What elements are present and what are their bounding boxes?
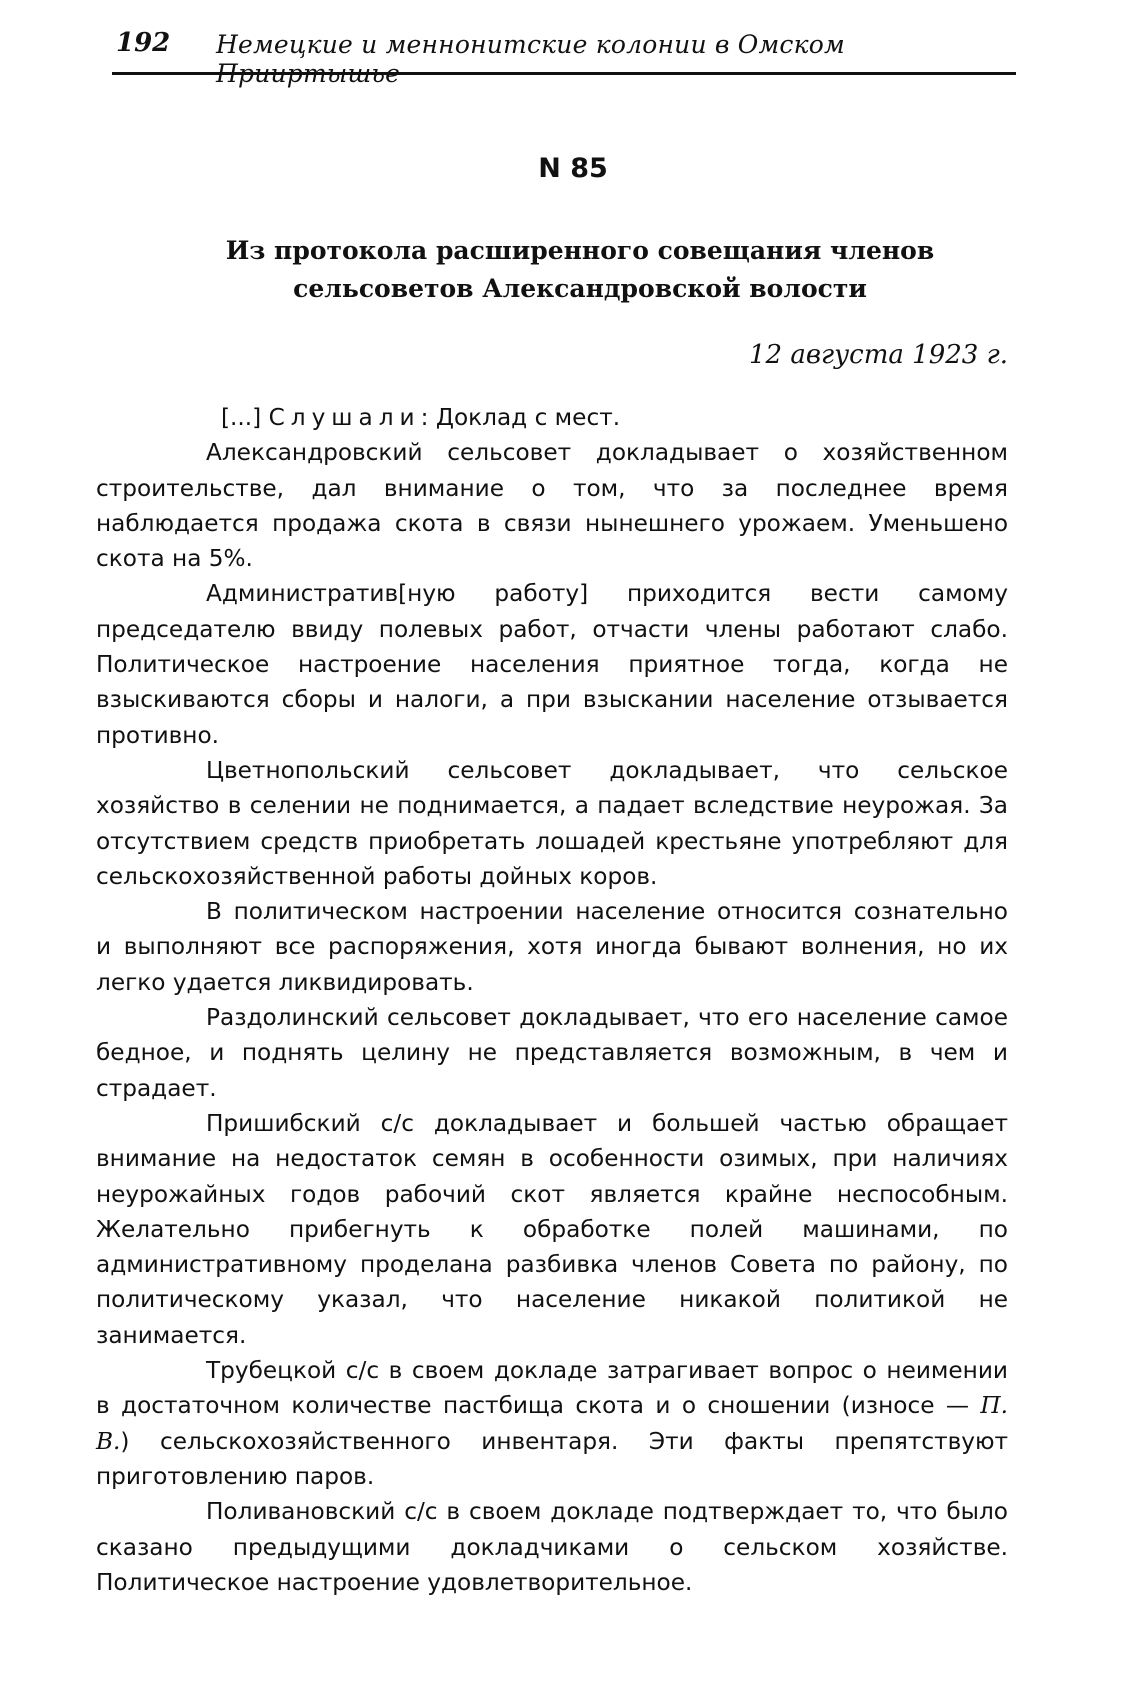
heard-label: Слушали [268,404,421,431]
document-date: 12 августа 1923 г. [748,340,1008,370]
running-header [112,22,1016,88]
title-line-2: сельсоветов Александровской волости [293,274,867,303]
paragraph-prishibsky: Пришибский с/с докладывает и большей частью обращает внимание на недостаток семян в особенности озимых, при наличиях неурожайных годов рабочий скот является крайне неспособным. Желательно прибегнуть к обработке полей машинами, по административному проделана разбивка членов Совета по району, по политическому указал, что население никакой политикой не занимается. [96,1109,1008,1349]
trubetskoy-text-a: Трубецкой с/с в своем докладе затрагивает вопрос о неимении в достаточном количестве пастбища скота и о сношении (износе — [96,1357,1008,1420]
paragraph-political-mood: В политическом настроении население относится сознательно и выполняют все распоряжения, хотя иногда бывают волнения, но их легко удается ликвидировать. [96,898,1008,996]
paragraph-tsvetnopolsky: Цветнопольский сельсовет докладывает, что сельское хозяйство в селении не поднимается, а падает вследствие неурожая. За отсутствием средств приобретать лошадей крестьяне употребляют для сельскохозяйственной работы дойных коров. [96,756,1008,890]
paragraph-razdolinsky: Раздолинский сельсовет докладывает, что его население самое бедное, и поднять целину не представляется возможным, в чем и страдает. [96,1004,1008,1102]
paragraph-administrative: Административ[ную работу] приходится вести самому председателю ввиду полевых работ, отчасти члены работают слабо. Политическое настроение населения приятное тогда, когда не взыскиваются сборы и налоги, а при взыскании население отзывается противно. [96,580,1008,749]
paragraph-polivanovsky: Поливановский с/с в своем докладе подтверждает то, что было сказано предыдущими докладчиками о сельском хозяйстве. Политическое настроение удовлетворительное. [96,1498,1008,1596]
paragraph-trubetskoy [96,1353,1008,1494]
document-number: N 85 [538,153,608,184]
document-body [96,400,1008,1600]
heard-text: : Доклад с мест. [420,404,621,431]
paragraph-aleksandrovsky: Александровский сельсовет докладывает о хозяйственном строительстве, дал внимание о том, что за последнее время наблюдается продажа скота в связи нынешнего урожаем. Уменьшено скота на 5%. [96,439,1008,573]
title-line-1: Из протокола расширенного совещания членов [225,236,935,265]
document-title [140,232,1020,308]
page-number: 192 [116,28,171,58]
running-title: Немецкие и меннонитские колонии в Омском Прииртышье [216,30,845,88]
paragraph-heard [96,400,1008,435]
editor-note: П. В. [96,1392,1008,1455]
ellipsis-bracket: [...] [221,404,269,431]
trubetskoy-text-b: ) сельскохозяйственного инвентаря. Эти факты препятствуют приготовлению паров. [96,1427,1008,1490]
